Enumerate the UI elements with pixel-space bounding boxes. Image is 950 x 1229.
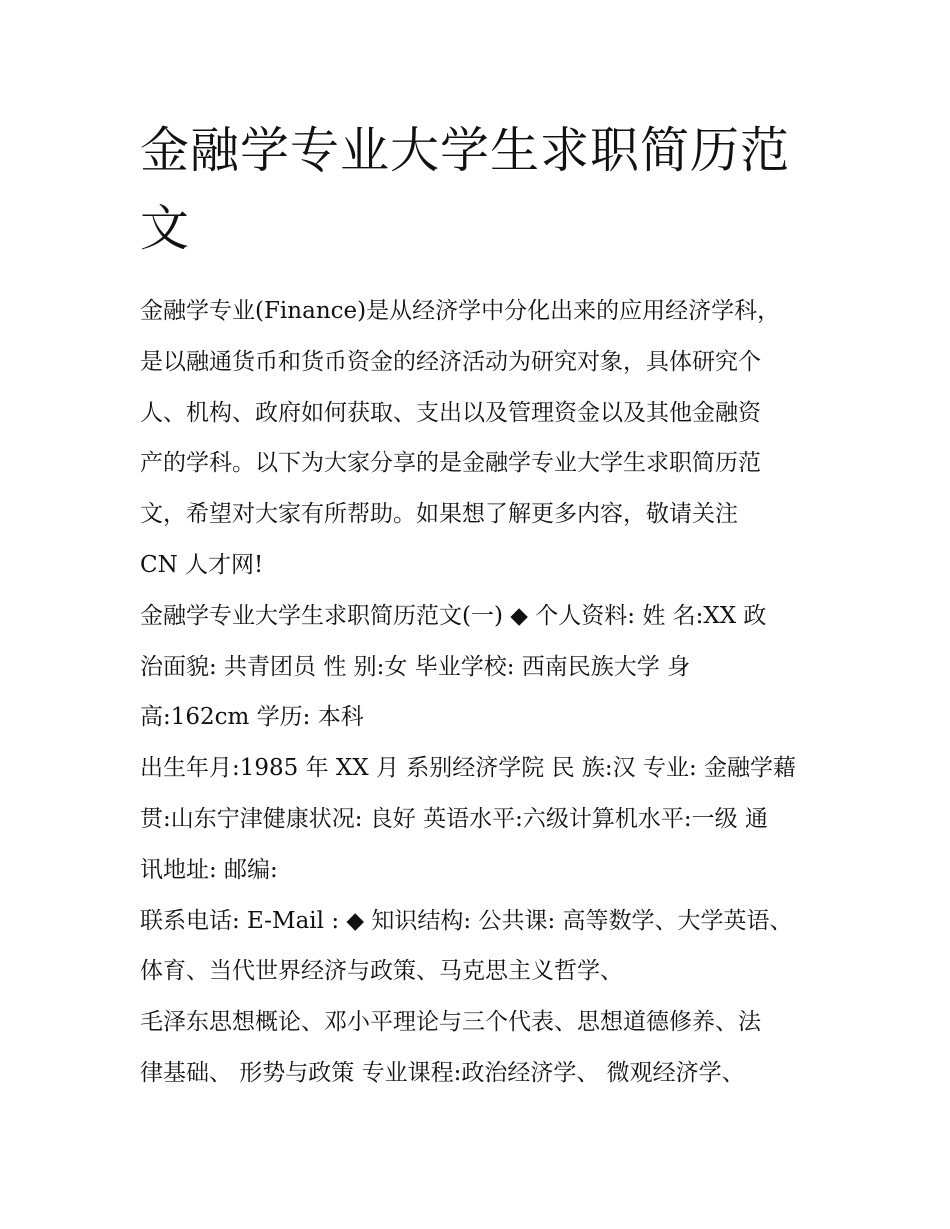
body-line: 产的学科。以下为大家分享的是金融学专业大学生求职简历范 — [140, 450, 761, 477]
body-line: 金融学专业大学生求职简历范文(一) ◆ 个人资料: 姓 名:XX 政 — [140, 602, 767, 629]
body-line: 文，希望对大家有所帮助。如果想了解更多内容，敬请关注 — [140, 501, 738, 528]
document-page — [140, 112, 830, 1099]
body-line: 讯地址: 邮编: — [140, 856, 278, 883]
title-line: 金融学专业大学生求职简历范 — [140, 122, 791, 179]
body-line: 金融学专业(Finance)是从经济学中分化出来的应用经济学科， — [140, 298, 781, 324]
body-line: CN 人才网! — [140, 551, 264, 578]
body-line: 贯:山东宁津健康状况: 良好 英语水平:六级计算机水平:一级 通 — [140, 805, 768, 832]
body-line: 律基础、 形势与政策 专业课程:政治经济学、 微观经济学、 — [140, 1059, 745, 1086]
body-line: 毛泽东思想概论、邓小平理论与三个代表、思想道德修养、法 — [140, 1009, 761, 1036]
body-line: 联系电话: E-Mail : ◆ 知识结构: 公共课: 高等数学、大学英语、 — [140, 907, 793, 934]
body-line: 出生年月:1985 年 XX 月 系别经济学院 民 族:汉 专业: 金融学藉 — [140, 755, 797, 782]
body-line: 治面貌: 共青团员 性 别:女 毕业学校: 西南民族大学 身 — [140, 653, 691, 680]
body-line: 人、机构、政府如何获取、支出以及管理资金以及其他金融资 — [140, 399, 761, 426]
document-title — [140, 112, 830, 268]
document-body — [140, 286, 830, 1099]
body-line: 体育、当代世界经济与政策、马克思主义哲学、 — [140, 958, 623, 985]
title-line: 文 — [140, 200, 191, 257]
body-line: 是以融通货币和货币资金的经济活动为研究对象，具体研究个 — [140, 348, 761, 375]
body-line: 高:162cm 学历: 本科 — [140, 704, 364, 731]
